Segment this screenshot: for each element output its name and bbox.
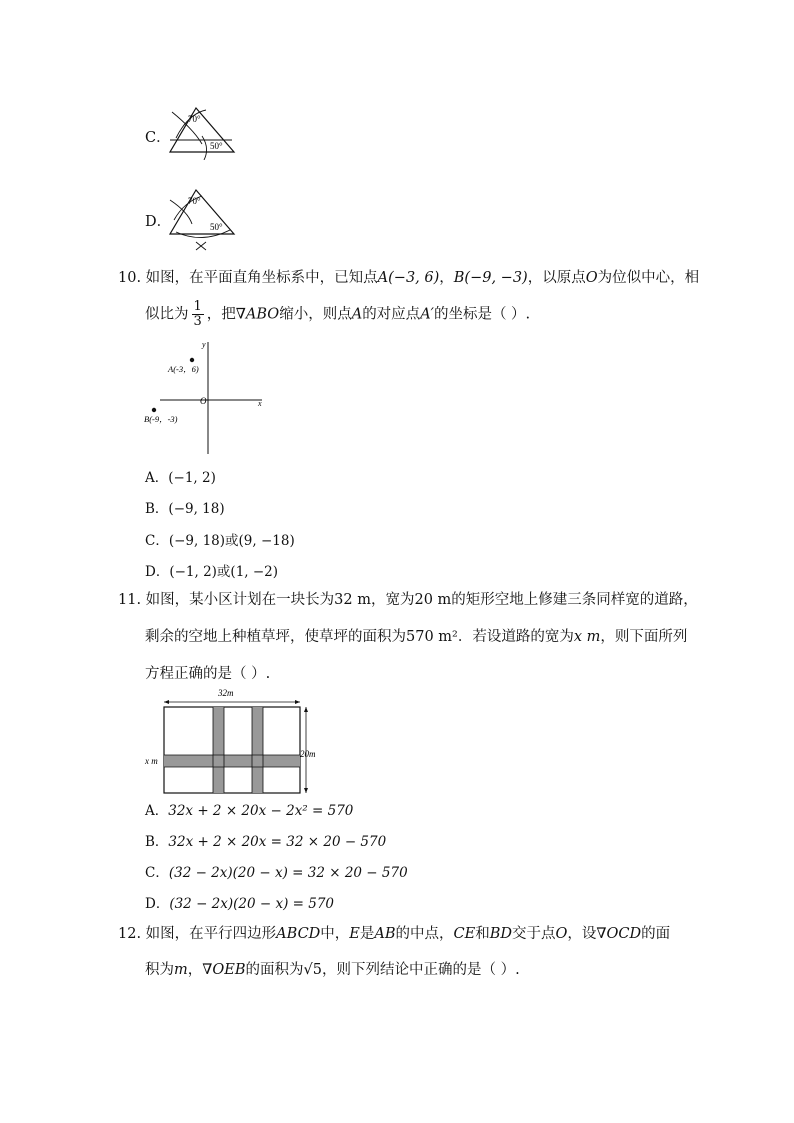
q12-line2: 积为m，∇OEB的面积为√5，则下列结论中正确的是（ ）.: [145, 962, 520, 978]
q10-b-label: B(-9，-3): [144, 414, 178, 424]
q10-a-label: A(-3，6): [168, 364, 199, 374]
q9c-angle-top: 70°: [188, 114, 201, 124]
q10-fraction: $\frac{1}{3}$: [193, 299, 202, 329]
q11-horizontal-road: [164, 755, 300, 767]
q11-road-2: [252, 707, 263, 793]
q9-option-c-letter[interactable]: C．: [145, 130, 171, 146]
q10-option-c[interactable]: C．(−9, 18)或(9, −18): [145, 533, 295, 549]
q9-option-c-figure: [162, 100, 242, 160]
q10-y-label: y: [202, 340, 206, 349]
q10-o-label: O: [200, 396, 207, 406]
q11-right-label: 20m: [300, 749, 316, 759]
q10-x-label: x: [258, 399, 262, 408]
q11-option-d[interactable]: D．(32 − 2x)(20 − x) = 570: [145, 896, 335, 912]
q10-coordinate-figure: [140, 338, 270, 456]
q11-option-c[interactable]: C．(32 − 2x)(20 − x) = 32 × 20 − 570: [145, 865, 408, 881]
q11-top-label: 32m: [218, 688, 234, 698]
q10-number: 10.: [118, 270, 142, 286]
q11-road-1: [213, 707, 224, 793]
q10-option-a[interactable]: A．(−1, 2): [145, 470, 216, 486]
q9c-angle-right: 50°: [210, 141, 223, 151]
q11-line2: 剩余的空地上种植草坪，使草坪的面积为570 m²．若设道路的宽为x m，则下面所列: [145, 629, 688, 645]
q11-number: 11.: [118, 592, 142, 608]
q11-left-label: x m: [145, 756, 158, 766]
q10-option-b[interactable]: B．(−9, 18): [145, 501, 225, 517]
q10-point-b: [152, 408, 156, 412]
q11-line1: 11. 如图，某小区计划在一块长为32 m，宽为20 m的矩形空地上修建三条同样宽的道路，: [118, 592, 698, 608]
q10-line2: 似比为 $\frac{1}{3}$ ，把∇ABO缩小，则点A的对应点A′的坐标是（ ）.: [145, 299, 531, 329]
q11-road-figure: [140, 685, 330, 803]
q12-line1: 12. 如图，在平行四边形ABCD中，E是AB的中点，CE和BD交于点O，设∇OCD的面: [118, 926, 671, 942]
q10-option-d[interactable]: D．(−1, 2)或(1, −2): [145, 564, 279, 580]
q10-line1: 10. 如图，在平面直角坐标系中，已知点A(−3, 6)，B(−9, −3)，以原点O为位似中心，相: [118, 270, 700, 286]
q9-option-d-figure: [162, 184, 242, 254]
q9d-angle-top: 70°: [188, 196, 201, 206]
q12-number: 12.: [118, 926, 142, 942]
q11-option-a[interactable]: A．32x + 2 × 20x − 2x² = 570: [145, 803, 354, 819]
q10-point-a: [190, 358, 194, 362]
q9-option-d-letter[interactable]: D．: [145, 214, 172, 230]
q11-option-b[interactable]: B．32x + 2 × 20x = 32 × 20 − 570: [145, 834, 387, 850]
q9d-angle-right: 50°: [210, 222, 223, 232]
q11-line3: 方程正确的是（ ）.: [145, 666, 271, 682]
